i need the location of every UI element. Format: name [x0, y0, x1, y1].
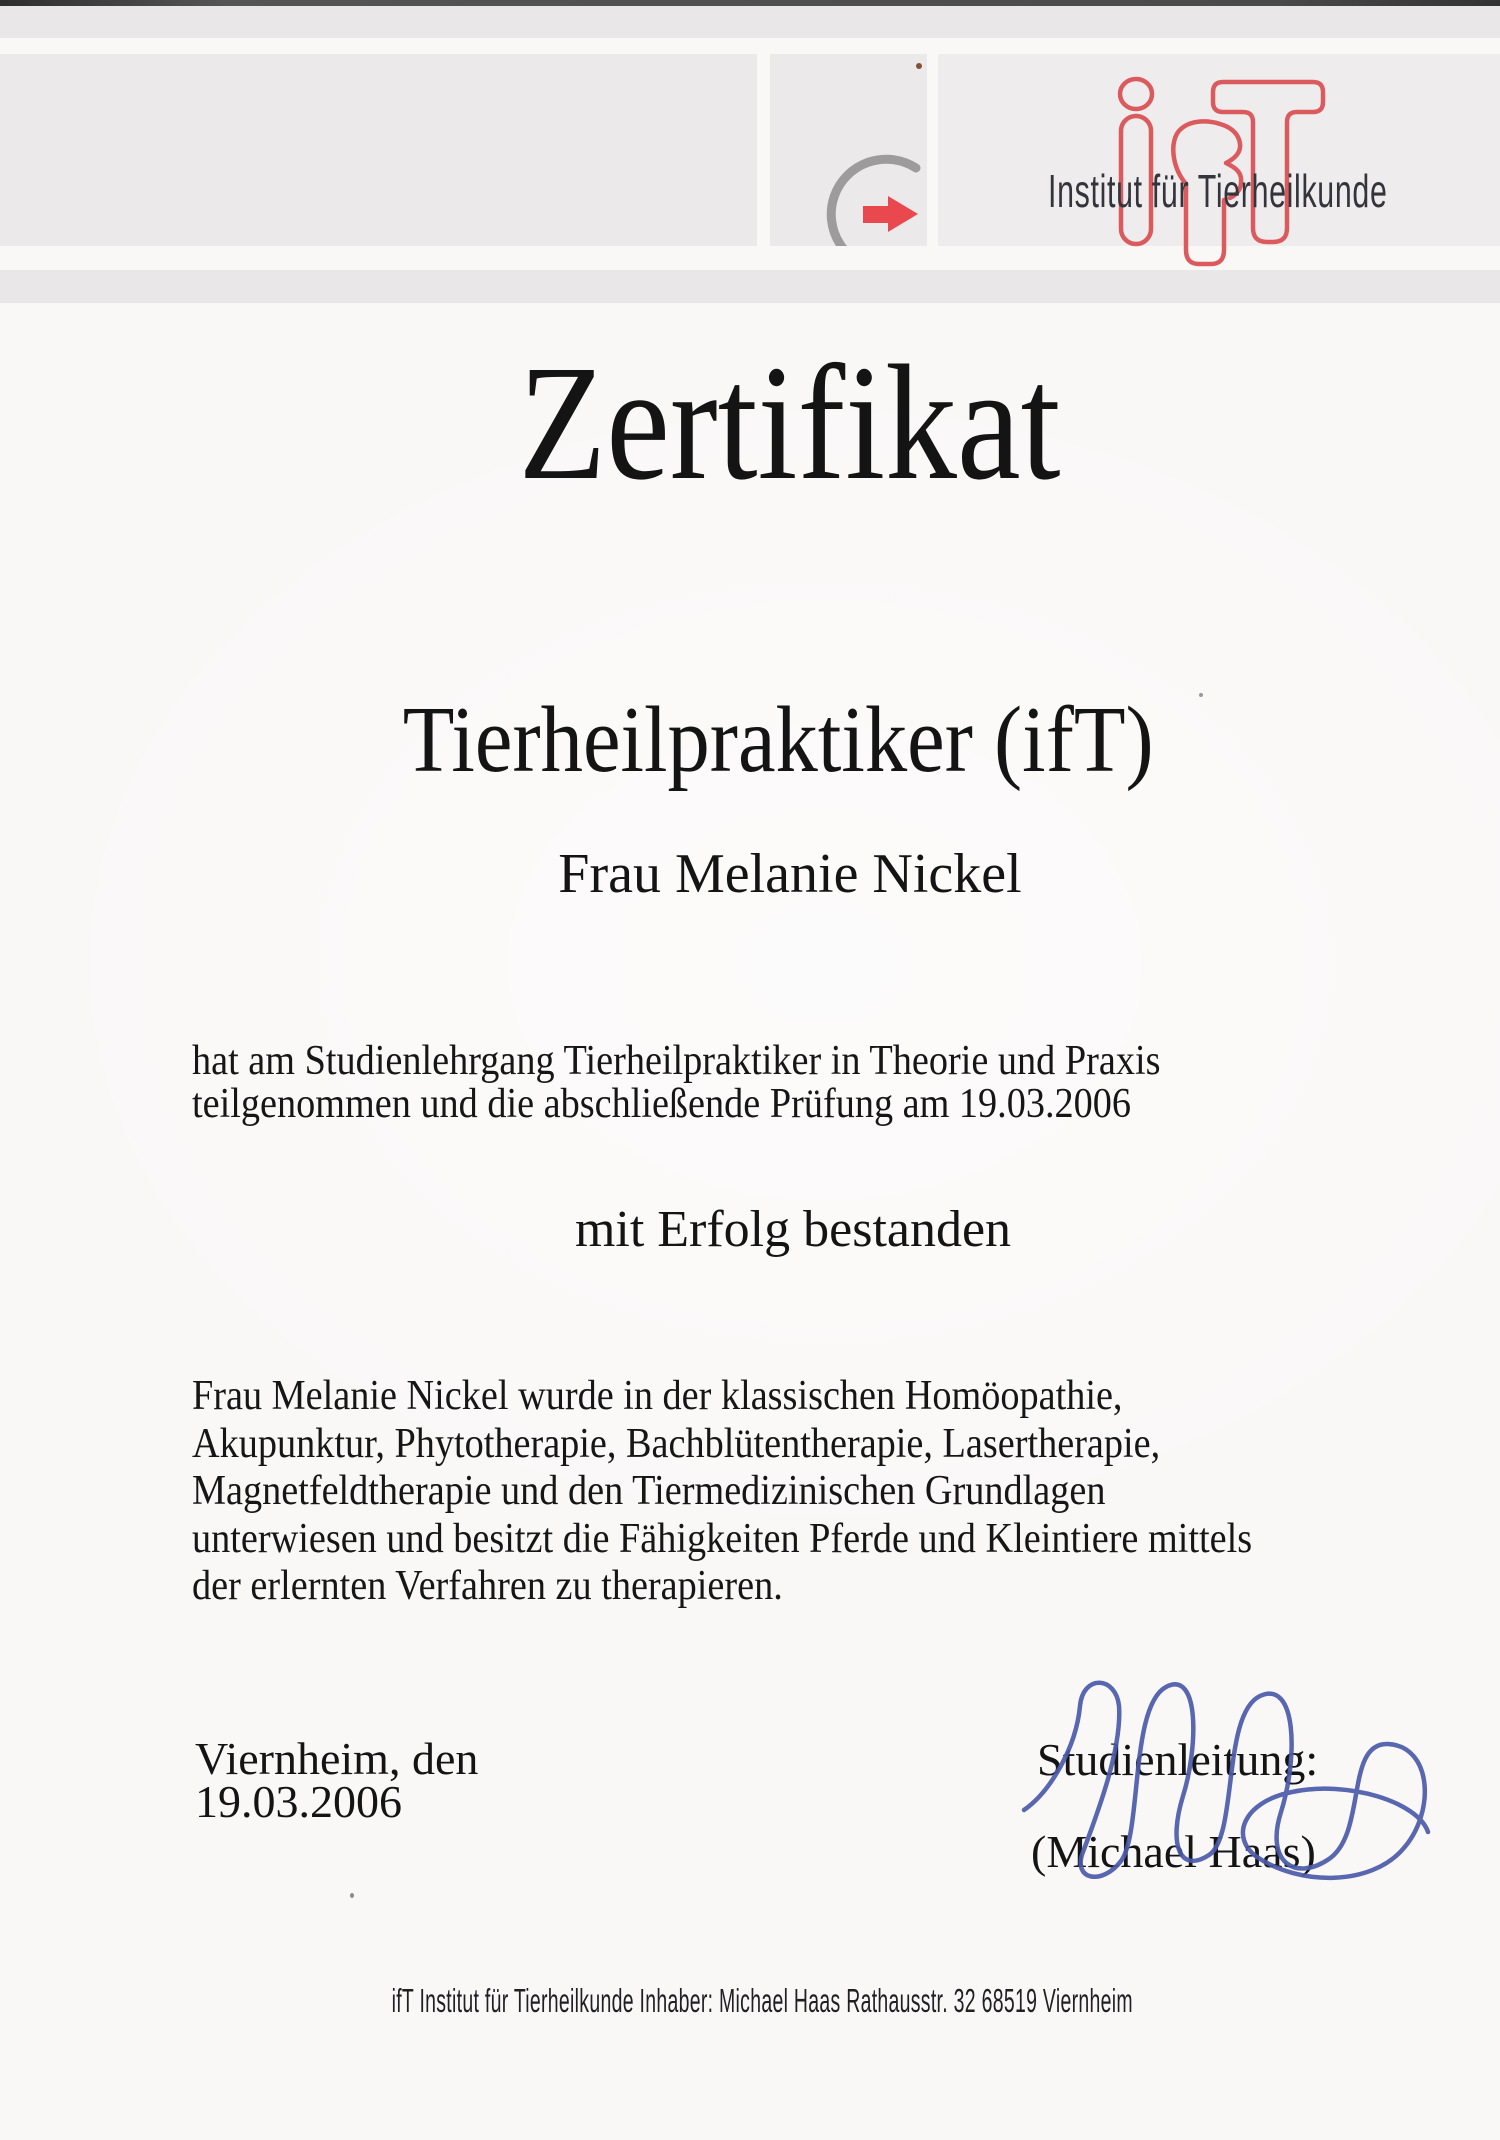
recipient-name: Frau Melanie Nickel — [558, 843, 1022, 905]
statement-line: hat am Studienlehrgang Tierheilpraktiker in Theorie und Praxis — [192, 1037, 1161, 1084]
header-panel-middle — [770, 54, 927, 246]
header-panel-logo — [938, 54, 1500, 246]
header-top-band — [0, 6, 1500, 38]
scan-speck — [916, 63, 922, 69]
issue-date: 19.03.2006 — [195, 1776, 402, 1827]
statement-paragraph — [192, 1039, 1160, 1125]
signatory-name: (Michael Haas) — [1031, 1826, 1316, 1877]
issue-place-date — [195, 1733, 479, 1827]
arrow-right-icon — [863, 196, 918, 232]
signature-scribble — [1000, 1660, 1460, 1900]
page-title: Zertifikat — [518, 331, 1062, 514]
header-bottom-band — [0, 270, 1500, 303]
statement-line: teilgenommen und die abschließende Prüfung am 19.03.2006 — [192, 1080, 1132, 1127]
description-line: Frau Melanie Nickel wurde in der klassischen Homöopathie, — [192, 1372, 1123, 1419]
description-paragraph — [192, 1372, 1252, 1610]
description-line: der erlernten Verfahren zu therapieren. — [192, 1562, 783, 1609]
logo-wordmark: Institut für Tierheilkunde — [1048, 165, 1388, 217]
header-panel-left — [0, 54, 757, 246]
description-line: Akupunktur, Phytotherapie, Bachblütentherapie, Lasertherapie, — [192, 1419, 1161, 1467]
signature-label: Studienleitung: — [1037, 1734, 1319, 1785]
scan-speck — [350, 1893, 354, 1898]
arrow-right-in-circle-icon — [770, 54, 927, 246]
issue-place: Viernheim, den — [195, 1733, 479, 1784]
result-line: mit Erfolg bestanden — [574, 1201, 1012, 1258]
footer-imprint: ifT Institut für Tierheilkunde Inhaber: Michael Haas Rathausstr. 32 68519 Viernheim — [391, 1982, 1133, 2019]
description-line: Magnetfeldtherapie und den Tiermedizinischen Grundlagen — [192, 1467, 1106, 1514]
description-line: unterwiesen und besitzt die Fähigkeiten Pferde und Kleintiere mittels — [192, 1514, 1253, 1562]
certificate-subject: Tierheilpraktiker (ifT) — [402, 688, 1154, 792]
